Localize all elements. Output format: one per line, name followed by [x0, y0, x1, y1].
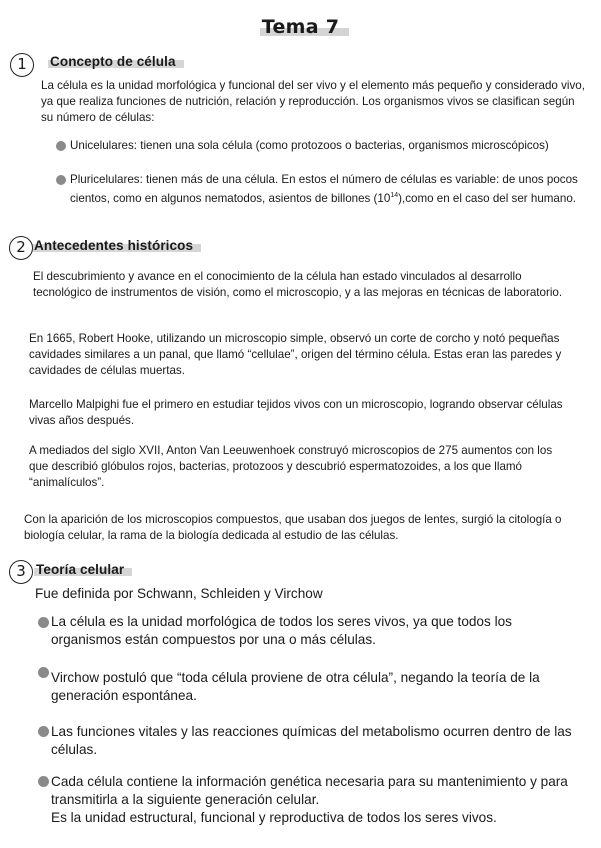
section-1-heading: Concepto de célula: [50, 54, 184, 69]
bullet-dot-icon: [38, 726, 49, 737]
section-1-bullet-unicelulares: Unicelulares: tienen una sola célula (como protozoos o bacterias, organismos microscópicos): [70, 139, 549, 152]
bullet-dot-icon: [56, 175, 66, 185]
section-3-intro: Fue definida por Schwann, Schleiden y Virchow: [35, 586, 323, 601]
section-3-bullet: Cada célula contiene la información genética necesaria para su mantenimiento y para transmitirla a la siguiente generación celular.: [51, 774, 568, 807]
section-2-heading: Antecedentes históricos: [34, 238, 201, 253]
section-3-heading: Teoría celular: [36, 562, 132, 577]
section-3-number: 3: [9, 560, 33, 584]
bullet-dot-icon: [38, 776, 49, 787]
section-2-paragraph: Marcello Malpighi fue el primero en estudiar tejidos vivos con un microscopio, logrando observar células vivas años después.: [29, 398, 563, 427]
bullet-dot-icon: [38, 617, 49, 628]
section-3-bullet: Virchow postuló que “toda célula proviene de otra célula”, negando la teoría de la generación espontánea.: [51, 670, 540, 703]
section-3-closing: Es la unidad estructural, funcional y reproductiva de todos los seres vivos.: [51, 810, 497, 825]
section-1-intro: La célula es la unidad morfológica y funcional del ser vivo y el elemento más pequeño y considerado vivo, ya que realiza funciones de nutrición, relación y reproducción. Los organismos vivos se clasifican según su número de células:: [41, 79, 585, 124]
section-2-paragraph: El descubrimiento y avance en el conocimiento de la célula han estado vinculados al desarrollo tecnológico de instrumentos de visión, como el microscopio, y a las mejoras en técnicas de laboratorio.: [33, 270, 563, 299]
page-title: Tema 7: [0, 16, 601, 38]
section-1-bullet-pluricelulares: Pluricelulares: tienen más de una célula. En estos el número de células es variable: de unos pocos cientos, como en algunos nematodos, asientos de billones $(10^{14}),como$ en el caso del ser humano.: [70, 173, 578, 205]
section-2-paragraph: Con la aparición de los microscopios compuestos, que usaban dos juegos de lentes, surgió la citología o biología celular, la rama de la biología dedicada al estudio de las células.: [24, 513, 562, 542]
section-3-bullet: Las funciones vitales y las reacciones químicas del metabolismo ocurren dentro de las células.: [51, 724, 572, 757]
section-1-number: 1: [10, 53, 34, 77]
section-2-paragraph: En 1665, Robert Hooke, utilizando un microscopio simple, observó un corte de corcho y notó pequeñas cavidades similares a un panal, que llamó “cellulae”, origen del término célula. Estas eran las paredes y cavidades de células muertas.: [29, 332, 562, 377]
bullet-dot-icon: [38, 667, 49, 678]
section-2-paragraph: A mediados del siglo XVII, Anton Van Leeuwenhoek construyó microscopios de 275 aumentos con los que describió glóbulos rojos, bacterias, protozoos y descubrió espermatozoides, a los que llamó “animalículos”.: [29, 444, 553, 489]
section-2-number: 2: [9, 236, 33, 260]
section-3-bullet: La célula es la unidad morfológica de todos los seres vivos, ya que todos los organismos están compuestos por una o más células.: [51, 614, 512, 647]
bullet-dot-icon: [56, 141, 66, 151]
